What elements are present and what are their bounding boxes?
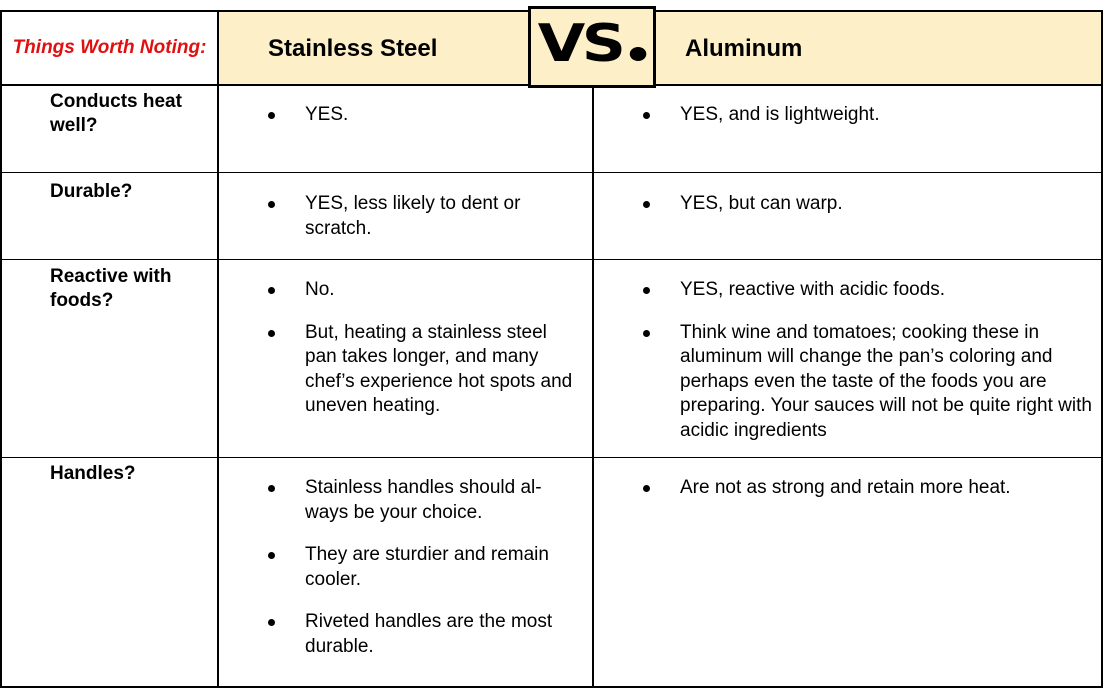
bullet-icon <box>643 485 650 492</box>
aluminum-title: Aluminum <box>685 35 803 62</box>
list-item: YES, reactive with acidic foods. <box>643 278 1095 303</box>
bullet-icon <box>268 485 275 492</box>
stainless-conducts-list <box>268 103 568 146</box>
stainless-handles-list <box>268 476 568 677</box>
list-item: Stainless handles should al-ways be your choice. <box>268 476 568 525</box>
stainless-steel-title: Stainless Steel <box>268 35 438 62</box>
bullet-icon <box>268 330 275 337</box>
bullet-icon <box>643 330 650 337</box>
list-item: Think wine and tomatoes; cooking these in aluminum will change the pan’s coloring and perhaps even the taste of the foods you are preparing. Your sauces will not be quite right with acidic ingredients <box>643 321 1095 444</box>
row-label-conducts-heat: Conducts heat well? <box>50 91 182 136</box>
stainless-reactive-list <box>268 278 573 437</box>
bullet-icon <box>643 112 650 119</box>
list-item: They are sturdier and remain cooler. <box>268 543 568 592</box>
corner-label: Things Worth Noting: <box>12 37 207 58</box>
vs-label: VS <box>538 18 646 70</box>
bullet-icon <box>268 552 275 559</box>
bullet-icon <box>268 201 275 208</box>
aluminum-reactive-list <box>643 278 1095 461</box>
row-label-durable: Durable? <box>50 181 133 202</box>
column-divider-1 <box>217 10 219 688</box>
list-item: Riveted handles are the most durable. <box>268 610 568 659</box>
list-item: But, heating a stainless steel pan takes longer, and many chef’s experience hot spots and uneven heating. <box>268 321 573 419</box>
bullet-icon <box>268 287 275 294</box>
list-item: YES. <box>268 103 568 128</box>
corner-label-cell <box>2 12 217 84</box>
aluminum-conducts-list <box>643 103 1093 146</box>
column-divider-2 <box>592 84 594 688</box>
aluminum-durable-list <box>643 192 1093 235</box>
row-divider-2 <box>0 259 1103 260</box>
list-item: Are not as strong and retain more heat. <box>643 476 1093 501</box>
bullet-icon <box>643 287 650 294</box>
table-border-left <box>0 10 2 688</box>
list-item: YES, less likely to dent or scratch. <box>268 192 563 241</box>
vs-dot <box>630 47 647 61</box>
list-item: YES, and is lightweight. <box>643 103 1093 128</box>
vs-badge <box>528 6 656 88</box>
list-item: No. <box>268 278 573 303</box>
aluminum-handles-list <box>643 476 1093 519</box>
row-label-reactive: Reactive with foods? <box>50 266 172 311</box>
list-item: YES, but can warp. <box>643 192 1093 217</box>
bullet-icon <box>643 201 650 208</box>
row-label-handles: Handles? <box>50 463 136 484</box>
bullet-icon <box>268 112 275 119</box>
bullet-icon <box>268 619 275 626</box>
stainless-durable-list <box>268 192 563 259</box>
row-divider-1 <box>0 172 1103 173</box>
